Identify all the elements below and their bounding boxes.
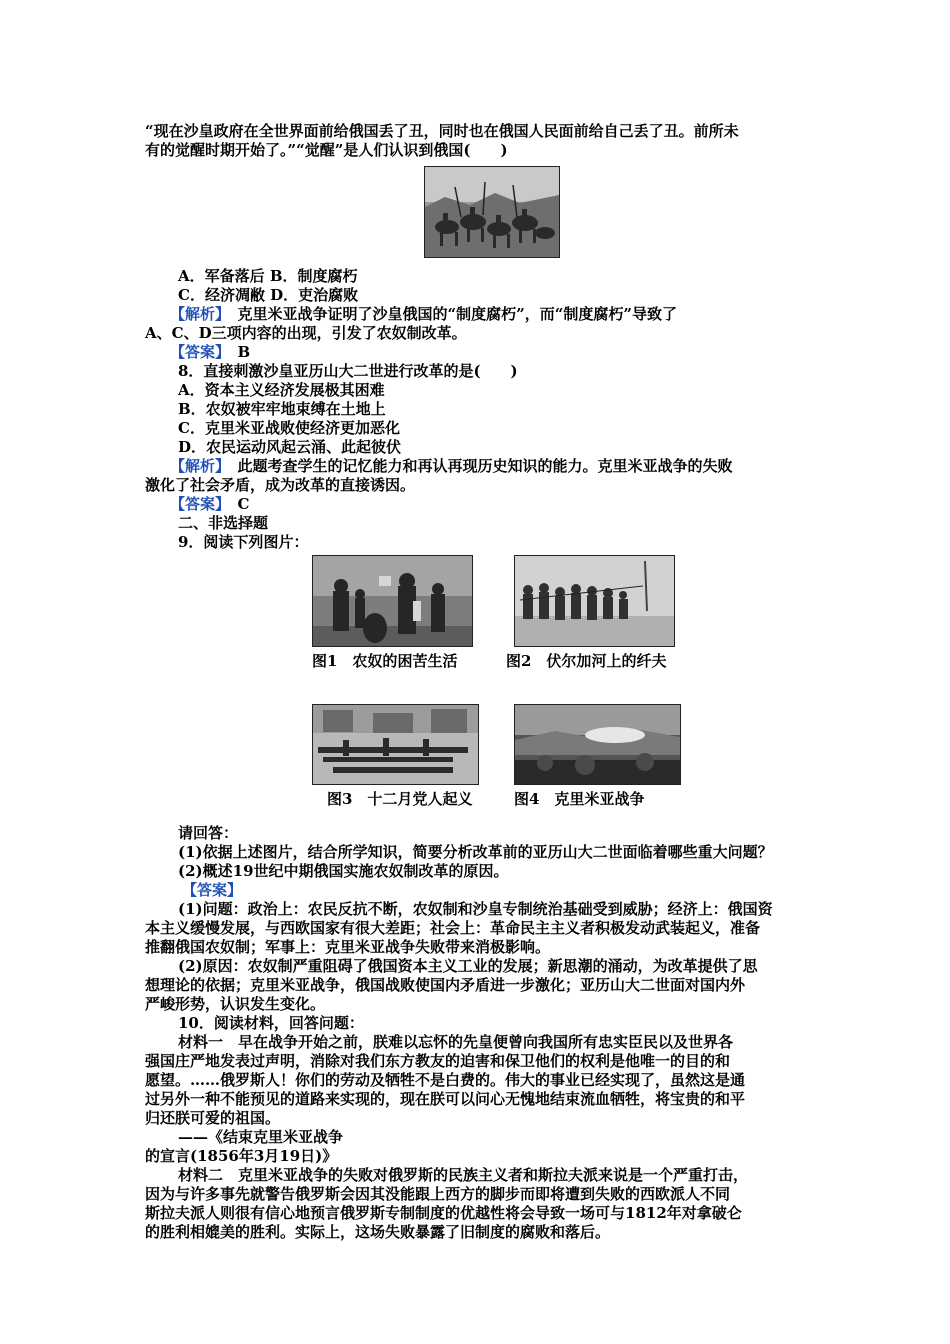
cavalry-image: [424, 166, 560, 258]
q10-source-line1: ——《结束克里米亚战争: [178, 1128, 344, 1146]
q10-material1-line2: 强国庄严地发表过声明，消除对我们东方教友的迫害和保卫他们的权利是他唯一的目的和: [145, 1052, 731, 1070]
answer-tag: 【答案】: [182, 881, 243, 899]
q10-material1-line4: 过另外一种不能预见的道路来实现的，现在朕可以问心无愧地结束流血牺牲，将宝贵的和平: [145, 1090, 746, 1108]
q9-ask: 请回答：: [178, 824, 239, 842]
q8-answer-value: C: [222, 495, 250, 513]
answer-tag: 【答案】: [170, 343, 223, 361]
q10-material1-line1: 材料一 早在战争开始之前，朕难以忘怀的先皇便曾向我国所有忠实臣民以及世界各: [178, 1033, 734, 1051]
q8-option-b: B．农奴被牢牢地束缚在土地上: [178, 400, 386, 418]
q9-sub2: (2)概述19世纪中期俄国实施农奴制改革的原因。: [178, 862, 509, 880]
q9-answer-line1: (1)问题：政治上：农民反抗不断，农奴制和沙皇专制统治基础受到威胁；经济上：俄国资: [178, 900, 773, 918]
q7-options-line1: A．军备落后 B．制度腐朽: [178, 267, 358, 285]
q10-material2-line1: 材料二 克里米亚战争的失败对俄罗斯的民族主义者和斯拉夫派来说是一个严重打击，: [178, 1166, 749, 1184]
q8-stem: 8．直接刺激沙皇亚历山大二世进行改革的是( ): [178, 362, 518, 380]
q10-material1-line5: 归还朕可爱的祖国。: [145, 1109, 281, 1127]
figure3-caption: 图3 十二月党人起义: [327, 790, 473, 808]
q9-sub1: (1)依据上述图片，结合所学知识，简要分析改革前的亚历山大二世面临着哪些重大问题？: [178, 843, 773, 861]
figure1-caption: 图1 农奴的困苦生活: [312, 652, 458, 670]
figure2-image: [514, 555, 675, 647]
figure3-image: [312, 704, 479, 785]
q7-answer: [170, 343, 840, 362]
figure4-caption: 图4 克里米亚战争: [514, 790, 645, 808]
q9-answer-tag: [182, 881, 852, 900]
q10-material2-line2: 因为与许多事先就警告俄罗斯会因其没能跟上西方的脚步而即将遭到失败的西欧派人不同: [145, 1185, 731, 1203]
q8-analysis-line1: [170, 457, 840, 476]
q8-option-a: A．资本主义经济发展极其困难: [178, 381, 385, 399]
q9-answer-line3: 推翻俄国农奴制；军事上：克里米亚战争失败带来消极影响。: [145, 938, 551, 956]
q10-material2-line4: 的胜利相媲美的胜利。实际上，这场失败暴露了旧制度的腐败和落后。: [145, 1223, 611, 1241]
q7-analysis-line1: [170, 305, 840, 324]
analysis-tag: 【解析】: [170, 457, 223, 475]
q8-option-d: D．农民运动风起云涌、此起彼伏: [178, 438, 402, 456]
q9-answer-line4: (2)原因：农奴制严重阻碍了俄国资本主义工业的发展；新思潮的涌动，为改革提供了思: [178, 957, 758, 975]
q9-stem: 9．阅读下列图片：: [178, 533, 309, 551]
q7-stem-line2: 有的觉醒时期开始了。”“觉醒”是人们认识到俄国( ): [145, 141, 508, 159]
q7-analysis-line2: A、C、D三项内容的出现，引发了农奴制改革。: [145, 324, 467, 342]
q10-stem: 10．阅读材料，回答问题：: [178, 1014, 364, 1032]
q8-analysis-line2: 激化了社会矛盾，成为改革的直接诱因。: [145, 476, 416, 494]
q8-analysis-text: 此题考查学生的记忆能力和再认再现历史知识的能力。克里米亚战争的失败: [222, 457, 733, 475]
q9-answer-line6: 严峻形势，认识发生变化。: [145, 995, 326, 1013]
figure1-image: [312, 555, 473, 647]
q7-stem-line1: “现在沙皇政府在全世界面前给俄国丢了丑，同时也在俄国人民面前给自己丢了丑。前所未: [145, 122, 739, 140]
section-heading: 二、非选择题: [178, 514, 269, 532]
q8-option-c: C．克里米亚战败使经济更加恶化: [178, 419, 400, 437]
q9-answer-line5: 想理论的依据；克里米亚战争，俄国战败使国内矛盾进一步激化；亚历山大二世面对国内外: [145, 976, 746, 994]
figure2-caption: 图2 伏尔加河上的纤夫: [506, 652, 667, 670]
analysis-tag: 【解析】: [170, 305, 223, 323]
q7-analysis-text: 克里米亚战争证明了沙皇俄国的“制度腐朽”，而“制度腐朽”导致了: [222, 305, 678, 323]
q10-material1-line3: 愿望。……俄罗斯人！你们的劳动及牺牲不是白费的。伟大的事业已经实现了，虽然这是通: [145, 1071, 746, 1089]
q9-answer-line2: 本主义缓慢发展，与西欧国家有很大差距；社会上：革命民主主义者积极发动武装起义，准备: [145, 919, 761, 937]
answer-tag: 【答案】: [170, 495, 223, 513]
figure4-image: [514, 704, 681, 785]
q10-source-line2: 的宣言(1856年3月19日)》: [145, 1147, 338, 1165]
q7-answer-value: B: [222, 343, 251, 361]
q8-answer: [170, 495, 840, 514]
q7-options-line2: C．经济凋敝 D．吏治腐败: [178, 286, 359, 304]
q10-material2-line3: 斯拉夫派人则很有信心地预言俄罗斯专制制度的优越性将会导致一场可与1812年对拿破仑: [145, 1204, 742, 1222]
